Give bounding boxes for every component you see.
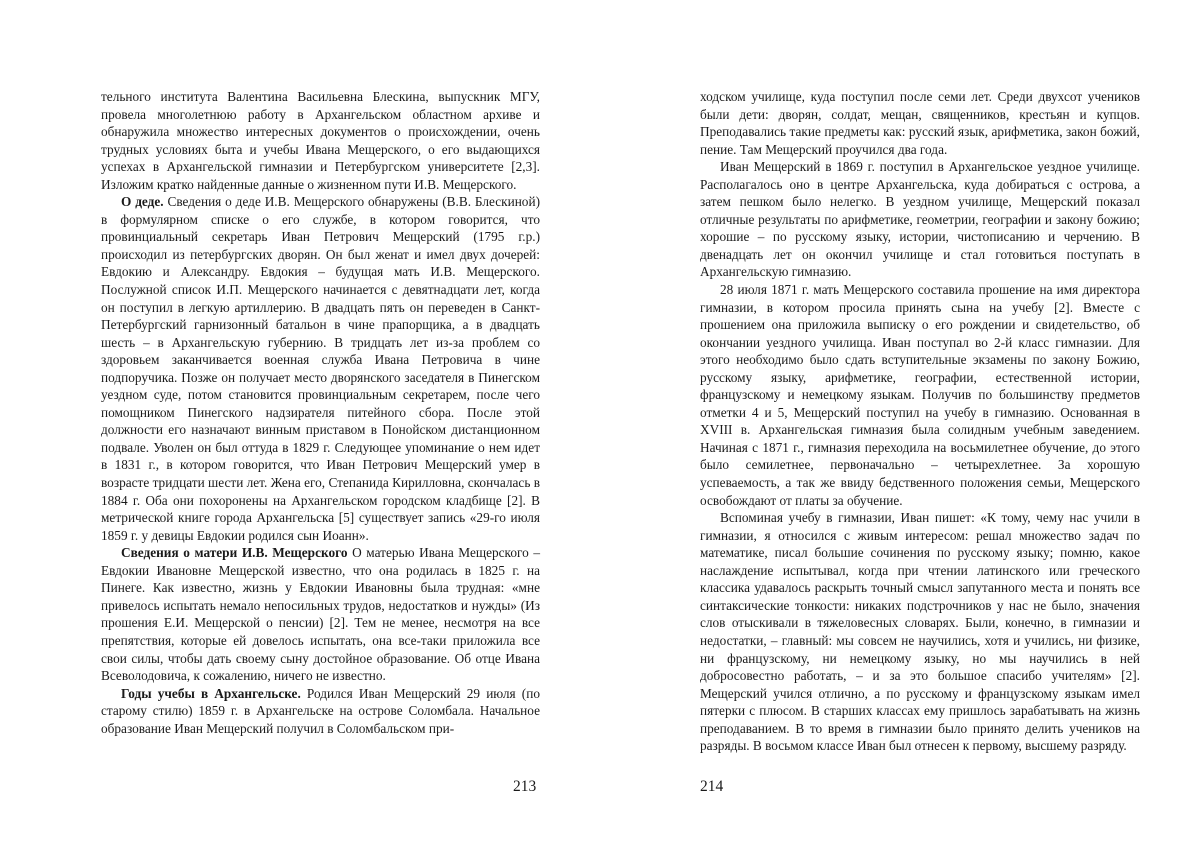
- paragraph: тельного института Валентина Васильевна Блескина, выпускник МГУ, провела многолетнюю работу в Архангельском областном архиве и обнаружила множество интересных документов о происхождении, очень трудных условиях быта и учебы Ивана Мещерского, о его выдающихся успехах в Архангельской гимназии и Петербургском университете [2,3]. Изложим кратко найденные данные о жизненном пути И.В. Мещерского.: [101, 89, 540, 192]
- page-number-right: 214: [700, 778, 724, 795]
- left-page: [101, 88, 540, 737]
- section-heading: Годы учебы в Архангельске.: [121, 685, 301, 701]
- paragraph-about-mother: [101, 544, 540, 684]
- paragraph: Иван Мещерский в 1869 г. поступил в Архангельское уездное училище. Располагалось оно в центре Архангельска, куда добираться с острова, а затем пешком было нелегко. В уездном училище, Мещерский показал отличные результаты по арифметике, геометрии, географии и закону божию; хорошие – по русскому языку, истории, чистописанию и черчению. В двенадцать лет он окончил училище и стал готовиться поступать в Архангельскую гимназию.: [700, 159, 1140, 280]
- paragraph-about-grandfather: [101, 193, 540, 544]
- paragraph-text: Сведения о деде И.В. Мещерского обнаружены (В.В. Блескиной) в формулярном списке о его службе, в котором говорится, что провинциальный секретарь Иван Петрович Мещерский (1795 г.р.) происходил из петербургских дворян. Он был женат и имел двух дочерей: Евдокию и Александру. Евдокия – будущая мать И.В. Мещерского. Послужной список И.П. Мещерского начинается с девятнадцати лет, когда он поступил в легкую артиллерию. В двадцать пять он переведен в Санкт-Петербургский гарнизонный батальон в чине прапорщика, а в двадцать шесть – в Архангельскую губернию. В тридцать лет из-за проблем со здоровьем заканчивается военная служба Ивана Петровича в чине подпоручика. Позже он получает место дворянского заседателя в Пинегском уездном суде, потом становится провинциальным секретарем, после чего помощником Пинегского надзирателя питейного сбора. После этой должности его назначают винным приставом в Понойском дистанционном подвале. Уволен он был оттуда в 1829 г. Следующее упоминание о нем идет в 1831 г., в котором говорится, что Иван Петрович Мещерский умер в возрасте тридцати шести лет. Жена его, Степанида Кирилловна, скончалась в 1884 г. Оба они похоронены на Архангельском городском кладбище [2]. В метрической книге города Архангельска [5] существует запись «29-го июля 1859 г. у девицы Евдокии родился сын Иоанн».: [101, 194, 541, 543]
- paragraph: 28 июля 1871 г. мать Мещерского составила прошение на имя директора гимназии, в котором просила принять сына на учебу [2]. Вместе с прошением она приложила выписку о его рождении и свидетельство, об окончании уездного училища. Иван поступал во 2-й класс гимназии. Для этого необходимо было сдать вступительные экзамены по закону Божию, русскому языку, арифметике, географии, естественной истории, французскому и немецкому языкам. Получив по большинству предметов отметки 4 и 5, Мещерский поступил на учебу в гимназию. Основанная в XVIII в. Архангельская гимназия была солидным учебным заведением. Начиная с 1871 г., гимназия переходила на восьмилетнее обучение, до этого было семилетнее, первоначально – четырехлетнее. За хорошую успеваемость, а так же ввиду бедственного положения семьи, Мещерского освобождают от платы за обучение.: [700, 282, 1140, 508]
- right-page: [700, 88, 1140, 755]
- section-heading: О деде.: [121, 194, 164, 210]
- page-number-left: 213: [513, 778, 537, 795]
- section-heading: Сведения о матери И.В. Мещерского: [121, 545, 348, 561]
- paragraph-study-years: [101, 685, 540, 738]
- paragraph-text: О матерью Ивана Мещерского – Евдокии Ивановне Мещерской известно, что она родилась в 1825 г. на Пинеге. Как известно, жизнь у Евдокии Ивановны была трудная: «мне привелось испытать немало непосильных трудов, недостатков и нужды» (Из прошения Е.И. Мещерской о пенсии) [2]. Тем не менее, несмотря на все препятствия, которые ей довелось испытать, она все-таки приложила все свои силы, чтобы дать своему сыну достойное образование. Об отце Ивана Всеволодовича, к сожалению, ничего не известно.: [101, 545, 540, 684]
- paragraph: Вспоминая учебу в гимназии, Иван пишет: «К тому, чему нас учили в гимназии, я относился с живым интересом: решал множество задач по математике, писал большие сочинения по русскому языку; помню, какое наслаждение испытывал, когда при чтении латинского или греческого классика удавалось раскрыть точный смысл запутанного места и понять все синтаксические тонкости: никаких подстрочников у нас не было, значения слов отыскивали в тяжеловесных словарях. Были, конечно, в гимназии и недостатки, – главный: мы совсем не научились, хотя и учились, ни физике, ни французскому, ни немецкому языку, но мы научились в ней добросовестно работать, – и за это большое спасибо учителям» [2]. Мещерский учился отлично, а по русскому и французскому языкам имел пятерки с плюсом. В старших классах ему пришлось зарабатывать на жизнь преподаванием. В то время в гимназии было принято делить учеников на разряды. В восьмом классе Иван был отнесен к первому, высшему разряду.: [700, 510, 1140, 754]
- paragraph-text: Родился Иван Мещерский 29 июля (по старому стилю) 1859 г. в Архангельске на острове Соломбала. Начальное образование Иван Мещерский получил в Соломбальском при-: [101, 685, 540, 736]
- paragraph: ходском училище, куда поступил после семи лет. Среди двухсот учеников были дети: дворян, солдат, мещан, священников, крестьян и купцов. Преподавались такие предметы как: русский язык, арифметика, закон божий, пение. Там Мещерский проучился два года.: [700, 89, 1140, 157]
